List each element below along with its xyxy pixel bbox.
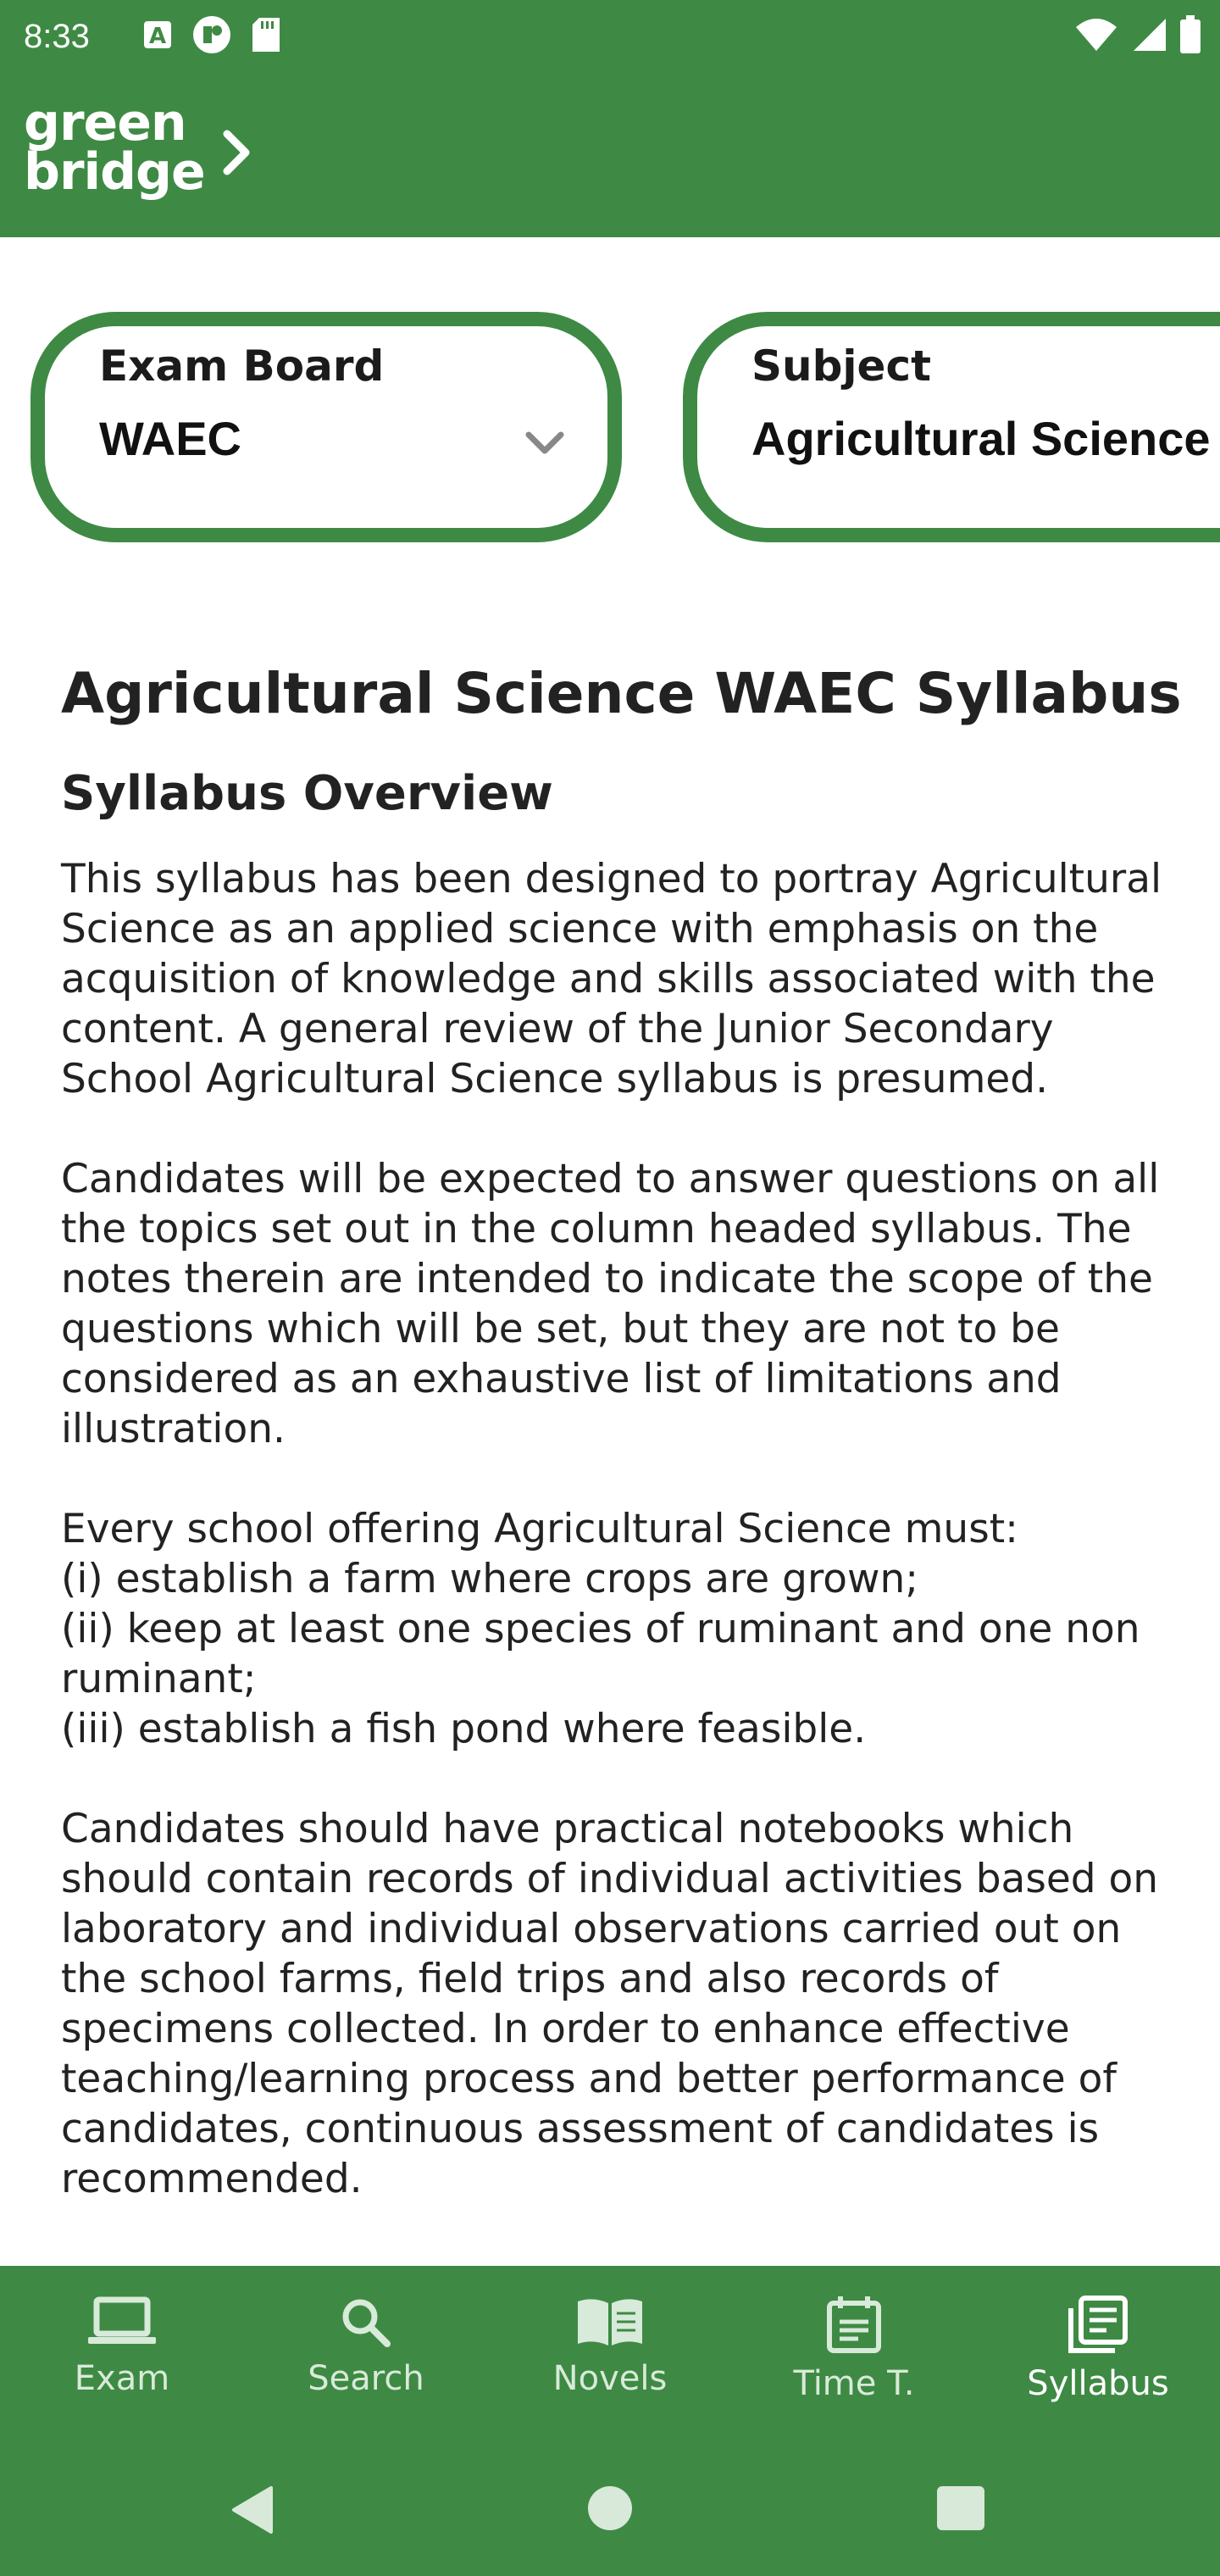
bottom-navigation: [0, 2266, 1220, 2576]
chevron-right-icon[interactable]: [222, 129, 252, 180]
nav-item-novels[interactable]: [488, 2290, 732, 2417]
nav-item-timetable[interactable]: [732, 2290, 976, 2417]
signal-icon: [1130, 17, 1167, 56]
status-system-icons: [1074, 17, 1201, 56]
nav-label-exam: Exam: [74, 2359, 170, 2398]
battery-icon: [1179, 15, 1201, 58]
nav-label-search: Search: [308, 2359, 424, 2398]
subject-value: Agricultural Science: [751, 412, 1211, 465]
home-icon[interactable]: [588, 2486, 632, 2530]
nav-item-search[interactable]: [244, 2290, 488, 2417]
status-time: 8:33: [24, 18, 90, 55]
status-notification-icons: [142, 17, 281, 56]
paragraph: Candidates will be expected to answer questions on all the topics set out in the column headed syllabus. The notes therein are intended to indicate the scope of the questions which will be set, but they are not to be considered as an exhaustive list of limitations and illustration.: [61, 1156, 1160, 1452]
list-item: (ii) keep at least one species of ruminant and one non ruminant;: [61, 1606, 1140, 1702]
section-title: Syllabus Overview: [61, 766, 553, 821]
app-bar: [0, 73, 1220, 237]
logo-line-green: green: [24, 93, 186, 153]
subject-label: Subject: [751, 341, 931, 391]
subject-dropdown[interactable]: [683, 312, 1220, 542]
system-navigation-bar: [0, 2459, 1220, 2576]
search-icon: [336, 2290, 396, 2352]
paragraph: This syllabus has been designed to portray Agricultural Science as an applied science with emphasis on the acquisition of knowledge and skills associated with the content. A general review of the Junior Secondary School Agricultural Science syllabus is presumed.: [61, 856, 1162, 1102]
recent-apps-icon[interactable]: [937, 2486, 984, 2530]
pinwheel-icon: [191, 14, 232, 58]
status-bar: [0, 0, 1220, 73]
nav-label-novels: Novels: [552, 2359, 668, 2398]
svg-text:A: A: [148, 24, 167, 49]
exam-board-value: WAEC: [99, 412, 241, 465]
page-title: Agricultural Science WAEC Syllabus: [61, 661, 1182, 726]
stacked-documents-icon: [1066, 2290, 1130, 2357]
wifi-icon: [1074, 17, 1118, 56]
a-box-icon: [142, 19, 173, 53]
chevron-down-icon: [524, 430, 566, 460]
greenbridge-logo[interactable]: [24, 93, 205, 202]
calendar-icon: [824, 2290, 884, 2357]
nav-label-timetable: Time T.: [793, 2364, 915, 2403]
open-book-icon: [574, 2290, 646, 2352]
logo-line-bridge: bridge: [24, 142, 205, 202]
nav-label-syllabus: Syllabus: [1027, 2364, 1169, 2403]
nav-item-syllabus[interactable]: [976, 2290, 1220, 2417]
exam-board-dropdown[interactable]: [30, 312, 622, 542]
list-intro: Every school offering Agricultural Science must:: [61, 1506, 1018, 1552]
list-item: (iii) establish a fish pond where feasible.: [61, 1706, 867, 1752]
requirements-list: [61, 1504, 1188, 1754]
back-icon[interactable]: [229, 2484, 276, 2539]
paragraph: Candidates should have practical notebooks which should contain records of individual activities based on laboratory and individual observations carried out on the school farms, field trips and also records of specimens collected. In order to enhance effective teaching/learning process and better performance of candidates, continuous assessment of candidates is recommended.: [61, 1806, 1159, 2202]
laptop-icon: [86, 2290, 158, 2352]
exam-board-label: Exam Board: [99, 341, 385, 391]
nav-item-exam[interactable]: [0, 2290, 244, 2417]
list-item: (i) establish a farm where crops are grown;: [61, 1556, 919, 1602]
sd-card-icon: [251, 16, 281, 57]
syllabus-body: [61, 854, 1188, 2254]
